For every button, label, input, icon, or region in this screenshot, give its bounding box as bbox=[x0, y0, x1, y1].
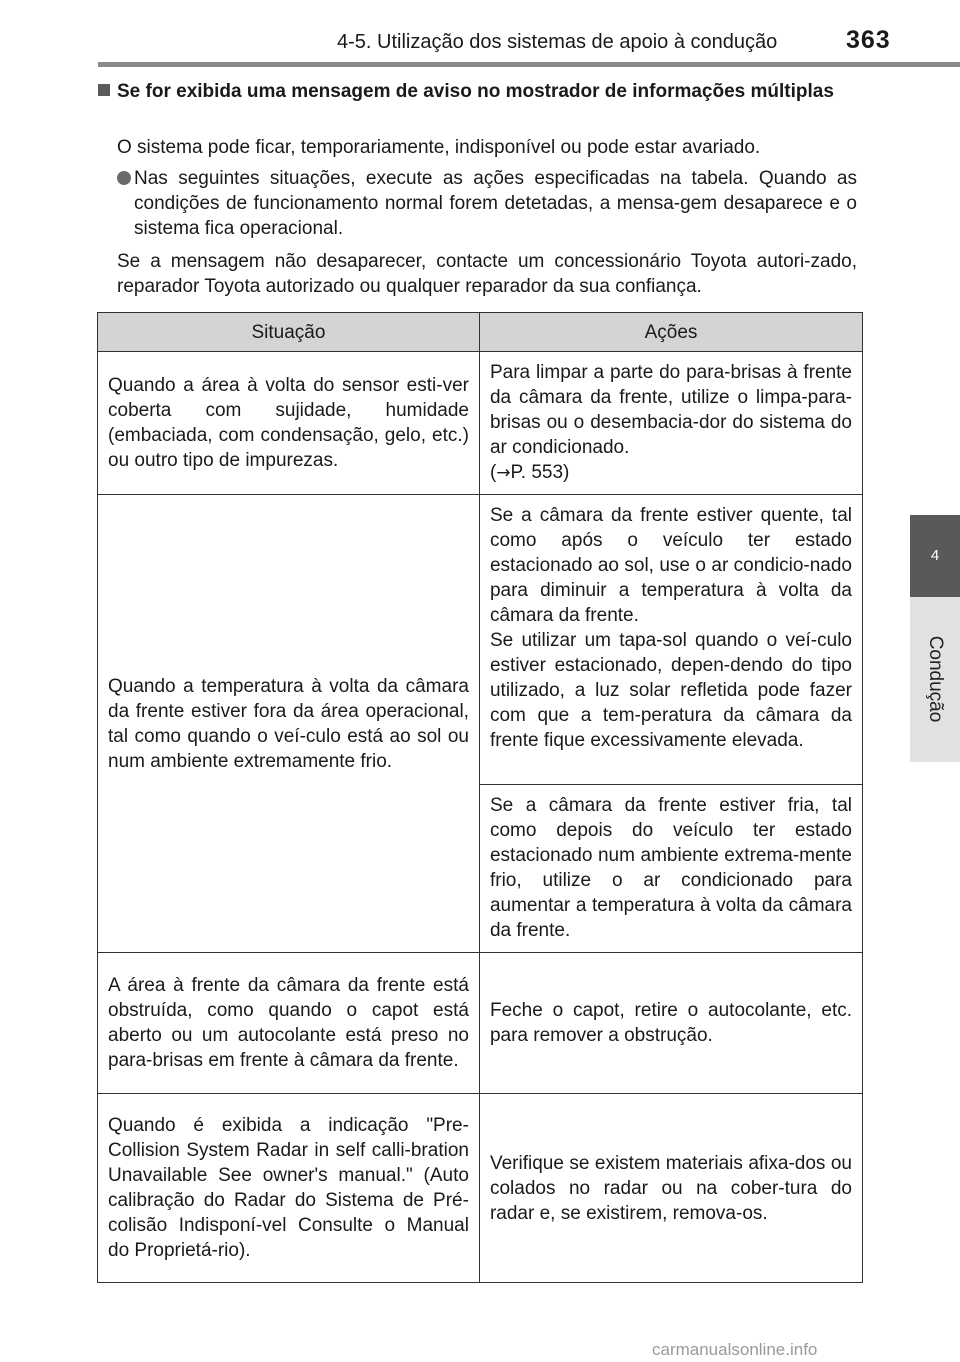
table-header-row bbox=[98, 313, 863, 352]
header-title: 4-5. Utilização dos sistemas de apoio à condução bbox=[337, 31, 778, 53]
action-cell: Feche o capot, retire o autocolante, etc. para remover a obstrução. bbox=[479, 953, 862, 1094]
chapter-label-tab bbox=[910, 597, 960, 762]
action-cell: Para limpar a parte do para-brisas à frente da câmara da frente, utilize o limpa-para-brisas ou o desembacia-dor do sistema do ar condicionado. (→P. 553) bbox=[479, 352, 862, 495]
note-paragraph: Se a mensagem não desaparecer, contacte um concessionário Toyota autori-zado, reparador Toyota autorizado ou qualquer reparador da sua confiança. bbox=[117, 251, 857, 297]
page-number: 363 bbox=[846, 26, 891, 54]
page-reference: P. 553 bbox=[510, 462, 564, 483]
square-bullet-icon bbox=[98, 84, 110, 96]
situation-cell: Quando é exibida a indicação "Pre-Collision System Radar in self calli-bration Unavailable See owner's manual." (Auto calibração do Radar do Sistema de Pré-colisão Indisponí-vel Consulte o Manual do Proprietá-rio). bbox=[98, 1094, 480, 1283]
action-sunshade-text: Se utilizar um tapa-sol quando o veí-culo estiver estacionado, depen-dendo do tipo utilizado, a luz solar refletida pode fazer com que a tem-peratura da câmara da frente fique excessivamente elevada. bbox=[489, 630, 852, 751]
action-cell bbox=[479, 495, 862, 785]
table-row bbox=[98, 953, 863, 1094]
round-bullet-icon bbox=[117, 171, 131, 185]
warning-table bbox=[97, 312, 863, 1283]
column-header-situation: Situação bbox=[98, 313, 480, 352]
chapter-label: Condução bbox=[925, 635, 946, 723]
table-row bbox=[98, 1094, 863, 1283]
section-heading-text: Se for exibida uma mensagem de aviso no mostrador de informações múltiplas bbox=[117, 81, 834, 102]
table-row bbox=[98, 352, 863, 495]
watermark: carmanualsonline.info bbox=[652, 1340, 818, 1359]
situation-cell: A área à frente da câmara da frente está obstruída, como quando o capot está aberto ou um autocolante está preso no para-brisas em frente à câmara da frente. bbox=[98, 953, 480, 1094]
intro-paragraph: O sistema pode ficar, temporariamente, indisponível ou pode estar avariado. bbox=[117, 137, 761, 158]
bullet-text: Nas seguintes situações, execute as ações especificadas na tabela. Quando as condições de funcionamento normal forem detetadas, a mensa-gem desaparece e o sistema fica operacional. bbox=[134, 168, 857, 239]
header-rule bbox=[98, 62, 960, 67]
page-header bbox=[0, 0, 960, 70]
situation-cell: Quando a área à volta do sensor esti-ver coberta com sujidade, humidade (embaciada, com condensação, gelo, etc.) ou outro tipo de impurezas. bbox=[98, 352, 480, 495]
action-text: Para limpar a parte do para-brisas à frente da câmara da frente, utilize o limpa-para-brisas ou o desembacia-dor do sistema do ar condicionado. bbox=[489, 362, 852, 458]
chapter-number-tab: 4 bbox=[910, 515, 960, 597]
page-ref-arrow-icon: → bbox=[496, 463, 511, 483]
action-hot-text: Se a câmara da frente estiver quente, tal como após o veículo ter estado estacionado ao sol, use o ar condicio-nado para diminuir a temperatura à volta da câmara da frente. bbox=[489, 505, 852, 626]
action-cell: Se a câmara da frente estiver fria, tal como depois do veículo ter estado estacionado num ambiente extrema-mente frio, utilize o ar condicionado para aumentar a temperatura à volta da câmara da frente. bbox=[479, 785, 862, 953]
situation-cell: Quando a temperatura à volta da câmara da frente estiver fora da área operacional, tal como quando o veí-culo está ao sol ou num ambiente extremamente frio. bbox=[98, 495, 480, 953]
section-heading bbox=[98, 79, 860, 105]
column-header-actions: Ações bbox=[479, 313, 862, 352]
table-row bbox=[98, 495, 863, 785]
bullet-item bbox=[117, 166, 857, 241]
action-cell: Verifique se existem materiais afixa-dos ou colados no radar ou na cober-tura do radar e, se existirem, remova-os. bbox=[479, 1094, 862, 1283]
